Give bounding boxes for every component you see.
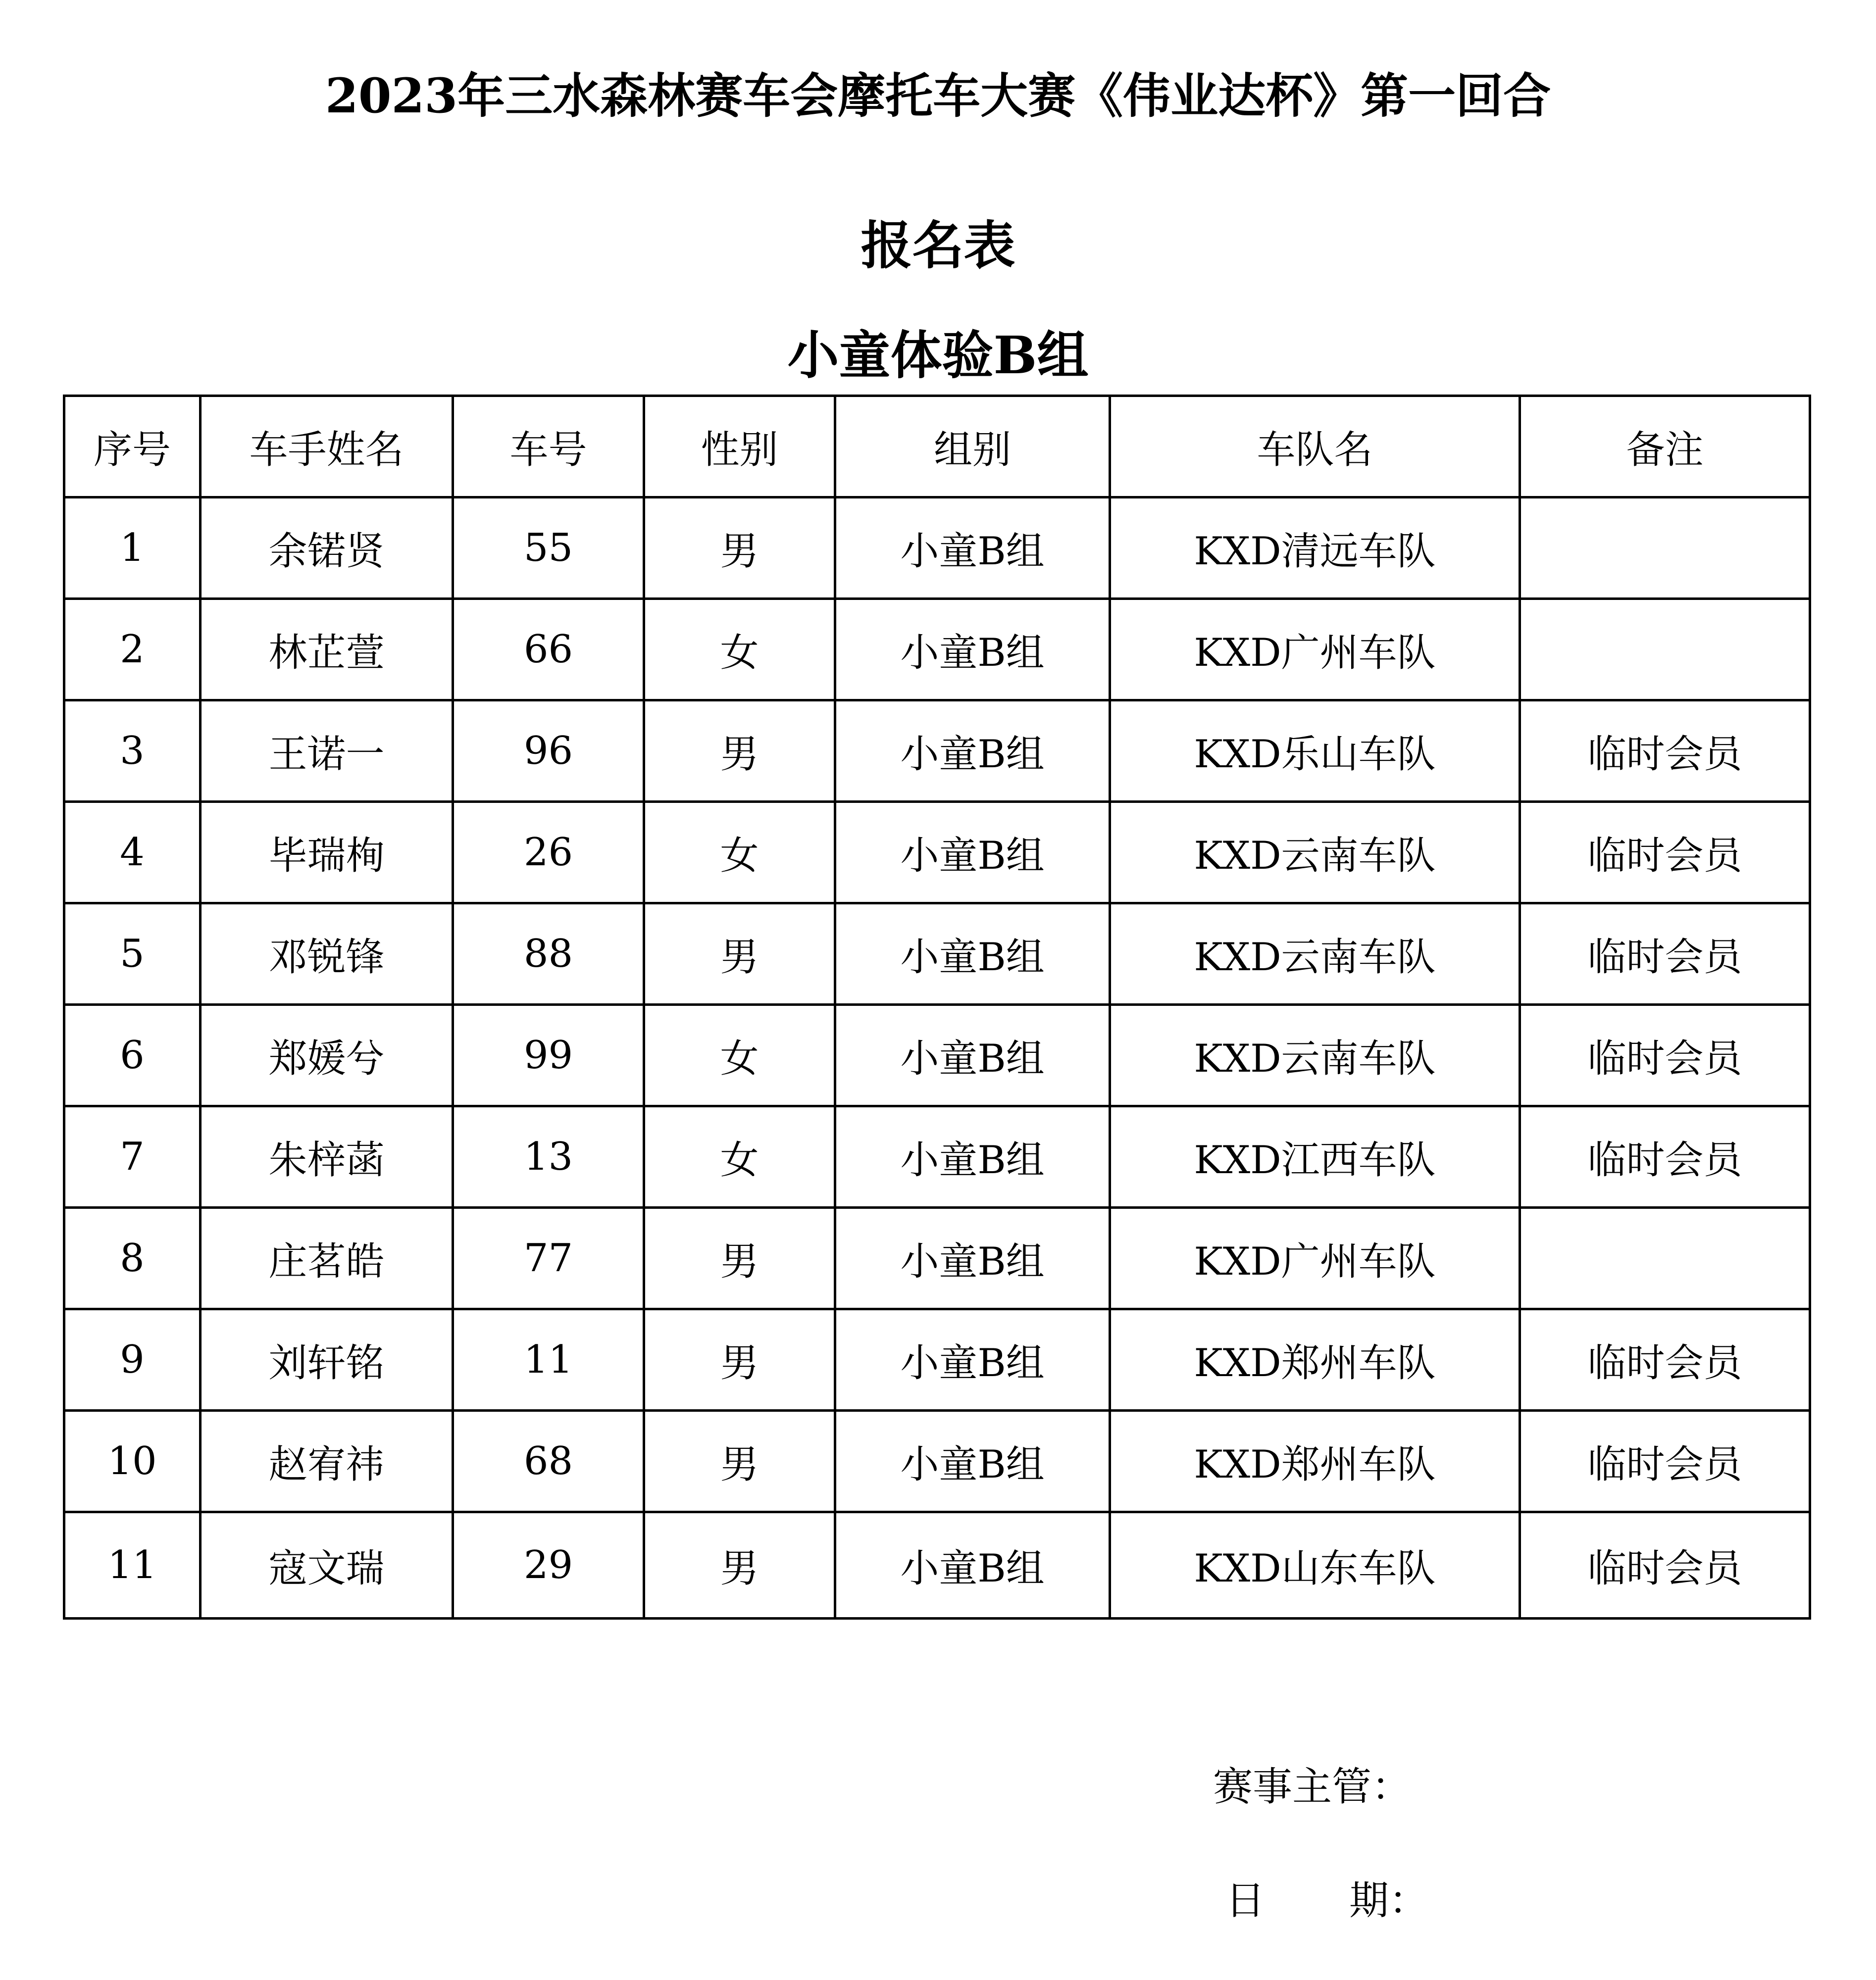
cell-team: KXD云南车队: [1110, 903, 1520, 1005]
cell-group: 小童B组: [835, 1411, 1110, 1512]
cell-group: 小童B组: [835, 497, 1110, 599]
cell-team: KXD云南车队: [1110, 1005, 1520, 1106]
cell-car-no: 96: [453, 700, 644, 802]
cell-team: KXD清远车队: [1110, 497, 1520, 599]
cell-group: 小童B组: [835, 599, 1110, 700]
date-label-part-1: 日: [1225, 1878, 1265, 1924]
cell-name: 刘轩铭: [201, 1309, 453, 1411]
cell-gender: 男: [644, 903, 835, 1005]
cell-team: KXD江西车队: [1110, 1106, 1520, 1208]
cell-no: 6: [64, 1005, 201, 1106]
table-row: [64, 802, 1810, 903]
cell-car-no: 26: [453, 802, 644, 903]
cell-note: 临时会员: [1520, 1005, 1810, 1106]
cell-team: KXD山东车队: [1110, 1512, 1520, 1619]
cell-group: 小童B组: [835, 700, 1110, 802]
cell-group: 小童B组: [835, 1309, 1110, 1411]
cell-note: [1520, 497, 1810, 599]
cell-car-no: 11: [453, 1309, 644, 1411]
cell-name: 毕瑞栒: [201, 802, 453, 903]
cell-group: 小童B组: [835, 1208, 1110, 1309]
cell-gender: 男: [644, 1208, 835, 1309]
table-row: [64, 1309, 1810, 1411]
cell-note: 临时会员: [1520, 802, 1810, 903]
table-row: [64, 1106, 1810, 1208]
cell-no: 5: [64, 903, 201, 1005]
cell-gender: 女: [644, 599, 835, 700]
column-header-car-no: 车号: [453, 396, 644, 497]
cell-note: 临时会员: [1520, 903, 1810, 1005]
cell-team: KXD广州车队: [1110, 1208, 1520, 1309]
table-row: [64, 1005, 1810, 1106]
cell-no: 9: [64, 1309, 201, 1411]
cell-car-no: 88: [453, 903, 644, 1005]
cell-note: 临时会员: [1520, 1411, 1810, 1512]
cell-team: KXD郑州车队: [1110, 1411, 1520, 1512]
cell-name: 王诺一: [201, 700, 453, 802]
table-row: [64, 700, 1810, 802]
group-title: 小童体验B组: [787, 325, 1089, 386]
cell-name: 庄茗皓: [201, 1208, 453, 1309]
cell-note: 临时会员: [1520, 700, 1810, 802]
cell-name: 林芷萱: [201, 599, 453, 700]
cell-car-no: 55: [453, 497, 644, 599]
column-header-name: 车手姓名: [201, 396, 453, 497]
cell-name: 朱梓菡: [201, 1106, 453, 1208]
cell-gender: 男: [644, 497, 835, 599]
cell-car-no: 99: [453, 1005, 644, 1106]
cell-gender: 女: [644, 1106, 835, 1208]
cell-no: 11: [64, 1512, 201, 1619]
cell-car-no: 29: [453, 1512, 644, 1619]
cell-group: 小童B组: [835, 903, 1110, 1005]
cell-gender: 男: [644, 1309, 835, 1411]
cell-team: KXD乐山车队: [1110, 700, 1520, 802]
cell-group: 小童B组: [835, 802, 1110, 903]
table-row: [64, 903, 1810, 1005]
cell-car-no: 13: [453, 1106, 644, 1208]
cell-no: 4: [64, 802, 201, 903]
cell-car-no: 66: [453, 599, 644, 700]
cell-group: 小童B组: [835, 1106, 1110, 1208]
cell-name: 邓锐锋: [201, 903, 453, 1005]
registration-table: [63, 395, 1811, 1620]
supervisor-label: 赛事主管：: [1213, 1764, 1411, 1810]
cell-name: 郑媛兮: [201, 1005, 453, 1106]
cell-car-no: 68: [453, 1411, 644, 1512]
cell-no: 10: [64, 1411, 201, 1512]
form-subtitle: 报名表: [861, 215, 1015, 276]
cell-no: 7: [64, 1106, 201, 1208]
column-header-group: 组别: [835, 396, 1110, 497]
table-header-row: [64, 396, 1810, 497]
cell-name: 余锘贤: [201, 497, 453, 599]
cell-gender: 女: [644, 1005, 835, 1106]
cell-team: KXD云南车队: [1110, 802, 1520, 903]
cell-note: 临时会员: [1520, 1309, 1810, 1411]
table-row: [64, 599, 1810, 700]
cell-note: [1520, 1208, 1810, 1309]
cell-no: 1: [64, 497, 201, 599]
table-row: [64, 1411, 1810, 1512]
cell-group: 小童B组: [835, 1005, 1110, 1106]
cell-note: 临时会员: [1520, 1106, 1810, 1208]
table-row: [64, 1512, 1810, 1619]
page-title: 2023年三水森林赛车会摩托车大赛《伟业达杯》第一回合: [325, 68, 1551, 124]
cell-gender: 女: [644, 802, 835, 903]
column-header-team: 车队名: [1110, 396, 1520, 497]
cell-gender: 男: [644, 1512, 835, 1619]
table-row: [64, 497, 1810, 599]
date-label: [1225, 1869, 1428, 1926]
cell-team: KXD郑州车队: [1110, 1309, 1520, 1411]
cell-no: 8: [64, 1208, 201, 1309]
table-row: [64, 1208, 1810, 1309]
cell-no: 3: [64, 700, 201, 802]
cell-no: 2: [64, 599, 201, 700]
cell-car-no: 77: [453, 1208, 644, 1309]
cell-name: 寇文瑞: [201, 1512, 453, 1619]
cell-team: KXD广州车队: [1110, 599, 1520, 700]
column-header-no: 序号: [64, 396, 201, 497]
column-header-note: 备注: [1520, 396, 1810, 497]
cell-note: [1520, 599, 1810, 700]
cell-gender: 男: [644, 700, 835, 802]
column-header-gender: 性别: [644, 396, 835, 497]
cell-name: 赵宥祎: [201, 1411, 453, 1512]
cell-group: 小童B组: [835, 1512, 1110, 1619]
cell-gender: 男: [644, 1411, 835, 1512]
date-label-part-2: 期：: [1349, 1878, 1428, 1924]
cell-note: 临时会员: [1520, 1512, 1810, 1619]
